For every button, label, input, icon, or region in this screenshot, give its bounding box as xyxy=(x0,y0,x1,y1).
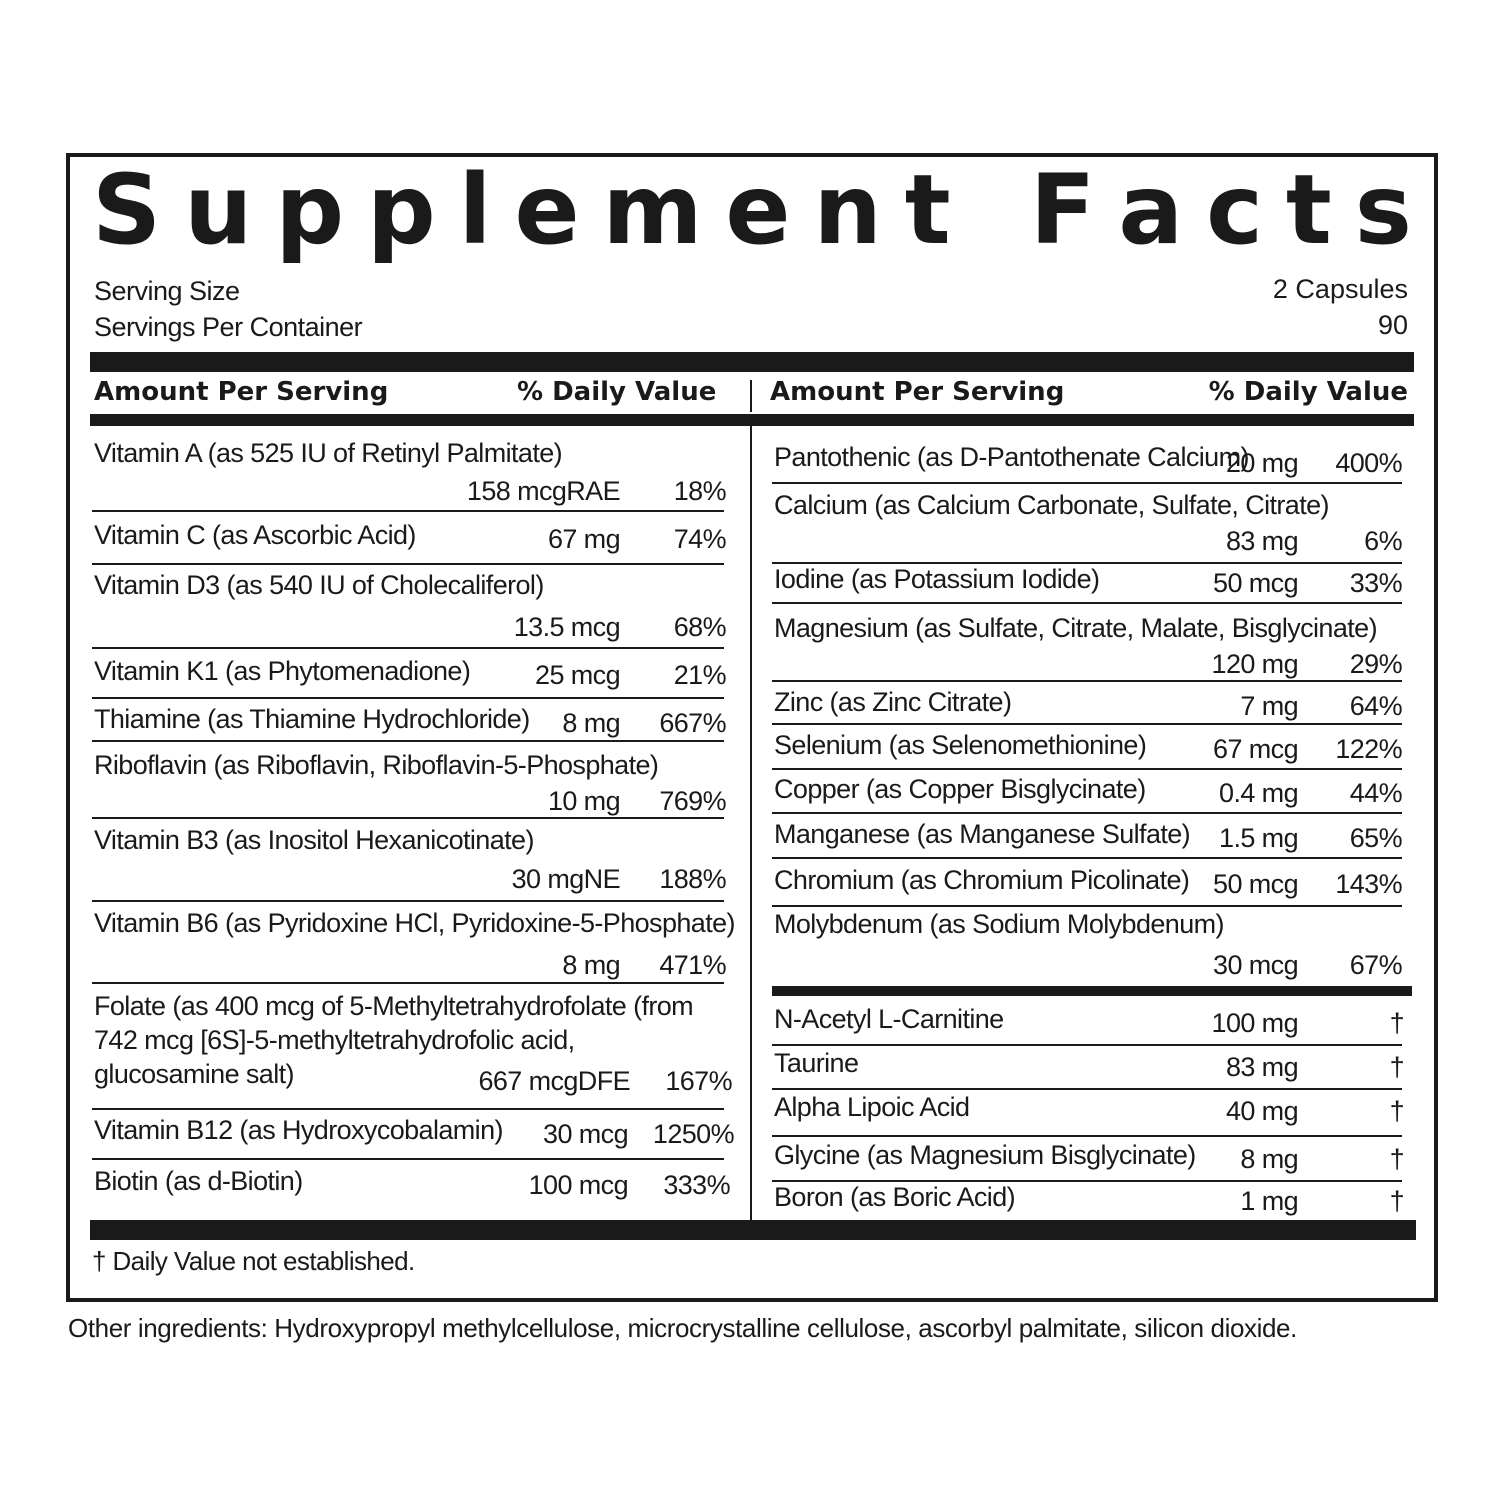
serving-size-label: Serving Size xyxy=(94,276,240,306)
left-nutrient-name: Vitamin A (as 525 IU of Retinyl Palmitate) xyxy=(94,438,563,468)
left-daily-value: 68% xyxy=(673,612,726,642)
servings-per-container-label: Servings Per Container xyxy=(94,312,363,342)
title-letter: a xyxy=(1118,154,1184,266)
right-nutrient-name: Pantothenic (as D-Pantothenate Calcium) xyxy=(774,442,1249,472)
left-amount: 13.5 mcg xyxy=(513,612,620,642)
title-gap xyxy=(974,160,1007,260)
left-nutrient-name: Vitamin C (as Ascorbic Acid) xyxy=(94,520,416,550)
servings-per-container-value: 90 xyxy=(1377,310,1408,340)
right-row-divider xyxy=(772,723,1402,725)
right-nutrient-name: Chromium (as Chromium Picolinate) xyxy=(774,865,1190,895)
serving-size-value: 2 Capsules xyxy=(1272,274,1408,304)
left-nutrient-name: Vitamin K1 (as Phytomenadione) xyxy=(94,656,471,686)
right-daily-value: 33% xyxy=(1349,568,1402,598)
right-row-divider xyxy=(772,680,1402,682)
left-amount: 100 mcg xyxy=(528,1170,628,1200)
right-daily-value: 64% xyxy=(1349,691,1402,721)
right-amount: 1.5 mg xyxy=(1219,823,1298,853)
left-amount: 8 mg xyxy=(562,708,620,738)
right-nutrient-name: Zinc (as Zinc Citrate) xyxy=(774,687,1012,717)
left-nutrient-name: Riboflavin (as Riboflavin, Riboflavin-5-Phosphate) xyxy=(94,750,659,780)
other-daily-value: † xyxy=(1389,1186,1404,1216)
other-amount: 8 mg xyxy=(1240,1144,1298,1174)
title-letter: t xyxy=(1285,154,1332,266)
right-nutrient-name: Magnesium (as Sulfate, Citrate, Malate, Bisglycinate) xyxy=(774,613,1377,643)
left-row-divider xyxy=(92,817,724,819)
left-nutrient-name: Vitamin B12 (as Hydroxycobalamin) xyxy=(94,1115,503,1145)
left-daily-value: 471% xyxy=(659,950,726,980)
other-nutrient-name: Alpha Lipoic Acid xyxy=(774,1092,970,1122)
other-daily-value: † xyxy=(1389,1052,1404,1082)
title-letter: F xyxy=(1029,154,1096,266)
title-letter: t xyxy=(904,154,951,266)
left-amount: 8 mg xyxy=(562,950,620,980)
other-nutrient-name: N-Acetyl L-Carnitine xyxy=(774,1004,1004,1034)
column-divider xyxy=(750,426,752,1220)
left-nutrient-name: Vitamin D3 (as 540 IU of Cholecaliferol) xyxy=(94,570,544,600)
left-daily-value: 769% xyxy=(659,786,726,816)
title-letter: u xyxy=(184,154,253,266)
right-daily-value: 400% xyxy=(1335,448,1402,478)
other-amount: 100 mg xyxy=(1211,1008,1298,1038)
title-letter: p xyxy=(275,154,345,266)
right-nutrient-name: Selenium (as Selenomethionine) xyxy=(774,730,1147,760)
left-amount: 25 mcg xyxy=(535,660,620,690)
right-amount: 120 mg xyxy=(1211,649,1298,679)
left-nutrient-name: Thiamine (as Thiamine Hydrochloride) xyxy=(94,704,530,734)
other-amount: 1 mg xyxy=(1240,1186,1298,1216)
title-letter: e xyxy=(514,154,580,266)
left-amount-header: Amount Per Serving xyxy=(94,377,389,407)
left-daily-value: 1250% xyxy=(652,1119,734,1149)
right-nutrient-name: Iodine (as Potassium Iodide) xyxy=(774,564,1100,594)
other-daily-value: † xyxy=(1389,1008,1404,1038)
left-nutrient-name-cont: 742 mcg [6S]-5-methyltetrahydrofolic acid, xyxy=(94,1025,575,1055)
right-nutrient-name: Copper (as Copper Bisglycinate) xyxy=(774,774,1146,804)
title-letter: n xyxy=(813,154,882,266)
right-amount: 67 mcg xyxy=(1213,734,1298,764)
left-nutrient-name-cont: glucosamine salt) xyxy=(94,1059,294,1089)
left-daily-value: 167% xyxy=(665,1066,732,1096)
right-row-divider xyxy=(772,768,1402,770)
title-letter: m xyxy=(602,154,703,266)
right-daily-value: 65% xyxy=(1349,823,1402,853)
right-amount: 7 mg xyxy=(1240,691,1298,721)
right-amount: 50 mcg xyxy=(1213,568,1298,598)
right-nutrient-name: Manganese (as Manganese Sulfate) xyxy=(774,819,1191,849)
title-letter: e xyxy=(725,154,791,266)
right-dv-header: % Daily Value xyxy=(1208,377,1408,407)
left-daily-value: 21% xyxy=(673,660,726,690)
right-amount: 30 mcg xyxy=(1213,950,1298,980)
right-row-divider xyxy=(772,602,1402,604)
right-nutrient-name: Calcium (as Calcium Carbonate, Sulfate, Citrate) xyxy=(774,490,1329,520)
other-nutrient-name: Glycine (as Magnesium Bisglycinate) xyxy=(774,1140,1196,1170)
bottom-thick-divider xyxy=(90,1220,1416,1240)
left-daily-value: 74% xyxy=(673,524,726,554)
left-row-divider xyxy=(92,982,724,984)
left-nutrient-name: Vitamin B6 (as Pyridoxine HCl, Pyridoxine-5-Phosphate) xyxy=(94,908,735,938)
left-daily-value: 333% xyxy=(663,1170,730,1200)
other-nutrient-name: Boron (as Boric Acid) xyxy=(774,1182,1015,1212)
right-row-divider xyxy=(772,482,1402,484)
header-column-divider xyxy=(750,380,752,412)
left-row-divider xyxy=(92,647,724,649)
other-amount: 40 mg xyxy=(1225,1096,1298,1126)
right-row-divider xyxy=(772,905,1402,907)
right-daily-value: 67% xyxy=(1349,950,1402,980)
other-amount: 83 mg xyxy=(1225,1052,1298,1082)
other-nutrient-name: Taurine xyxy=(774,1048,859,1078)
right-amount: 50 mcg xyxy=(1213,869,1298,899)
other-row-divider xyxy=(772,1135,1402,1137)
footnote: † Daily Value not established. xyxy=(92,1246,415,1276)
right-nutrient-name: Molybdenum (as Sodium Molybdenum) xyxy=(774,909,1224,939)
other-row-divider xyxy=(772,1044,1402,1046)
right-daily-value: 6% xyxy=(1364,526,1402,556)
left-row-divider xyxy=(92,563,724,565)
title-letter: l xyxy=(458,154,492,266)
left-row-divider xyxy=(92,697,724,699)
left-daily-value: 188% xyxy=(659,864,726,894)
top-thick-divider xyxy=(90,352,1414,372)
right-daily-value: 29% xyxy=(1349,649,1402,679)
left-row-divider xyxy=(92,900,724,902)
left-dv-header: % Daily Value xyxy=(517,377,717,407)
other-ingredients: Other ingredients: Hydroxypropyl methylcellulose, microcrystalline cellulose, ascorbyl palmitate, silicon dioxide. xyxy=(68,1313,1297,1343)
left-amount: 67 mg xyxy=(547,524,620,554)
title-letter: S xyxy=(92,154,162,266)
title-letter: c xyxy=(1206,154,1263,266)
right-amount: 83 mg xyxy=(1225,526,1298,556)
right-row-divider xyxy=(772,857,1402,859)
left-daily-value: 18% xyxy=(673,476,726,506)
left-row-divider xyxy=(92,1158,724,1160)
left-amount: 667 mcgDFE xyxy=(478,1066,630,1096)
right-daily-value: 122% xyxy=(1335,734,1402,764)
left-row-divider xyxy=(92,1108,724,1110)
other-daily-value: † xyxy=(1389,1096,1404,1126)
left-nutrient-name: Vitamin B3 (as Inositol Hexanicotinate) xyxy=(94,825,534,855)
other-ingredients-divider xyxy=(772,986,1412,996)
title-letter: p xyxy=(366,154,436,266)
title-letter: s xyxy=(1354,154,1412,266)
other-row-divider xyxy=(772,1088,1402,1090)
right-row-divider xyxy=(772,812,1402,814)
other-daily-value: † xyxy=(1389,1144,1404,1174)
left-daily-value: 667% xyxy=(659,708,726,738)
panel-title xyxy=(92,154,1412,266)
right-amount: 20 mg xyxy=(1225,448,1298,478)
header-thick-divider xyxy=(90,414,1414,426)
left-nutrient-name: Biotin (as d-Biotin) xyxy=(94,1166,303,1196)
left-row-divider xyxy=(92,510,724,512)
right-amount-header: Amount Per Serving xyxy=(770,377,1065,407)
right-amount: 0.4 mg xyxy=(1219,778,1298,808)
left-row-divider xyxy=(92,740,724,742)
left-amount: 30 mcg xyxy=(543,1119,628,1149)
right-daily-value: 44% xyxy=(1349,778,1402,808)
left-amount: 158 mcgRAE xyxy=(466,476,620,506)
right-daily-value: 143% xyxy=(1335,869,1402,899)
left-amount: 10 mg xyxy=(547,786,620,816)
left-nutrient-name: Folate (as 400 mcg of 5-Methyltetrahydrofolate (from xyxy=(94,991,694,1021)
left-amount: 30 mgNE xyxy=(511,864,620,894)
